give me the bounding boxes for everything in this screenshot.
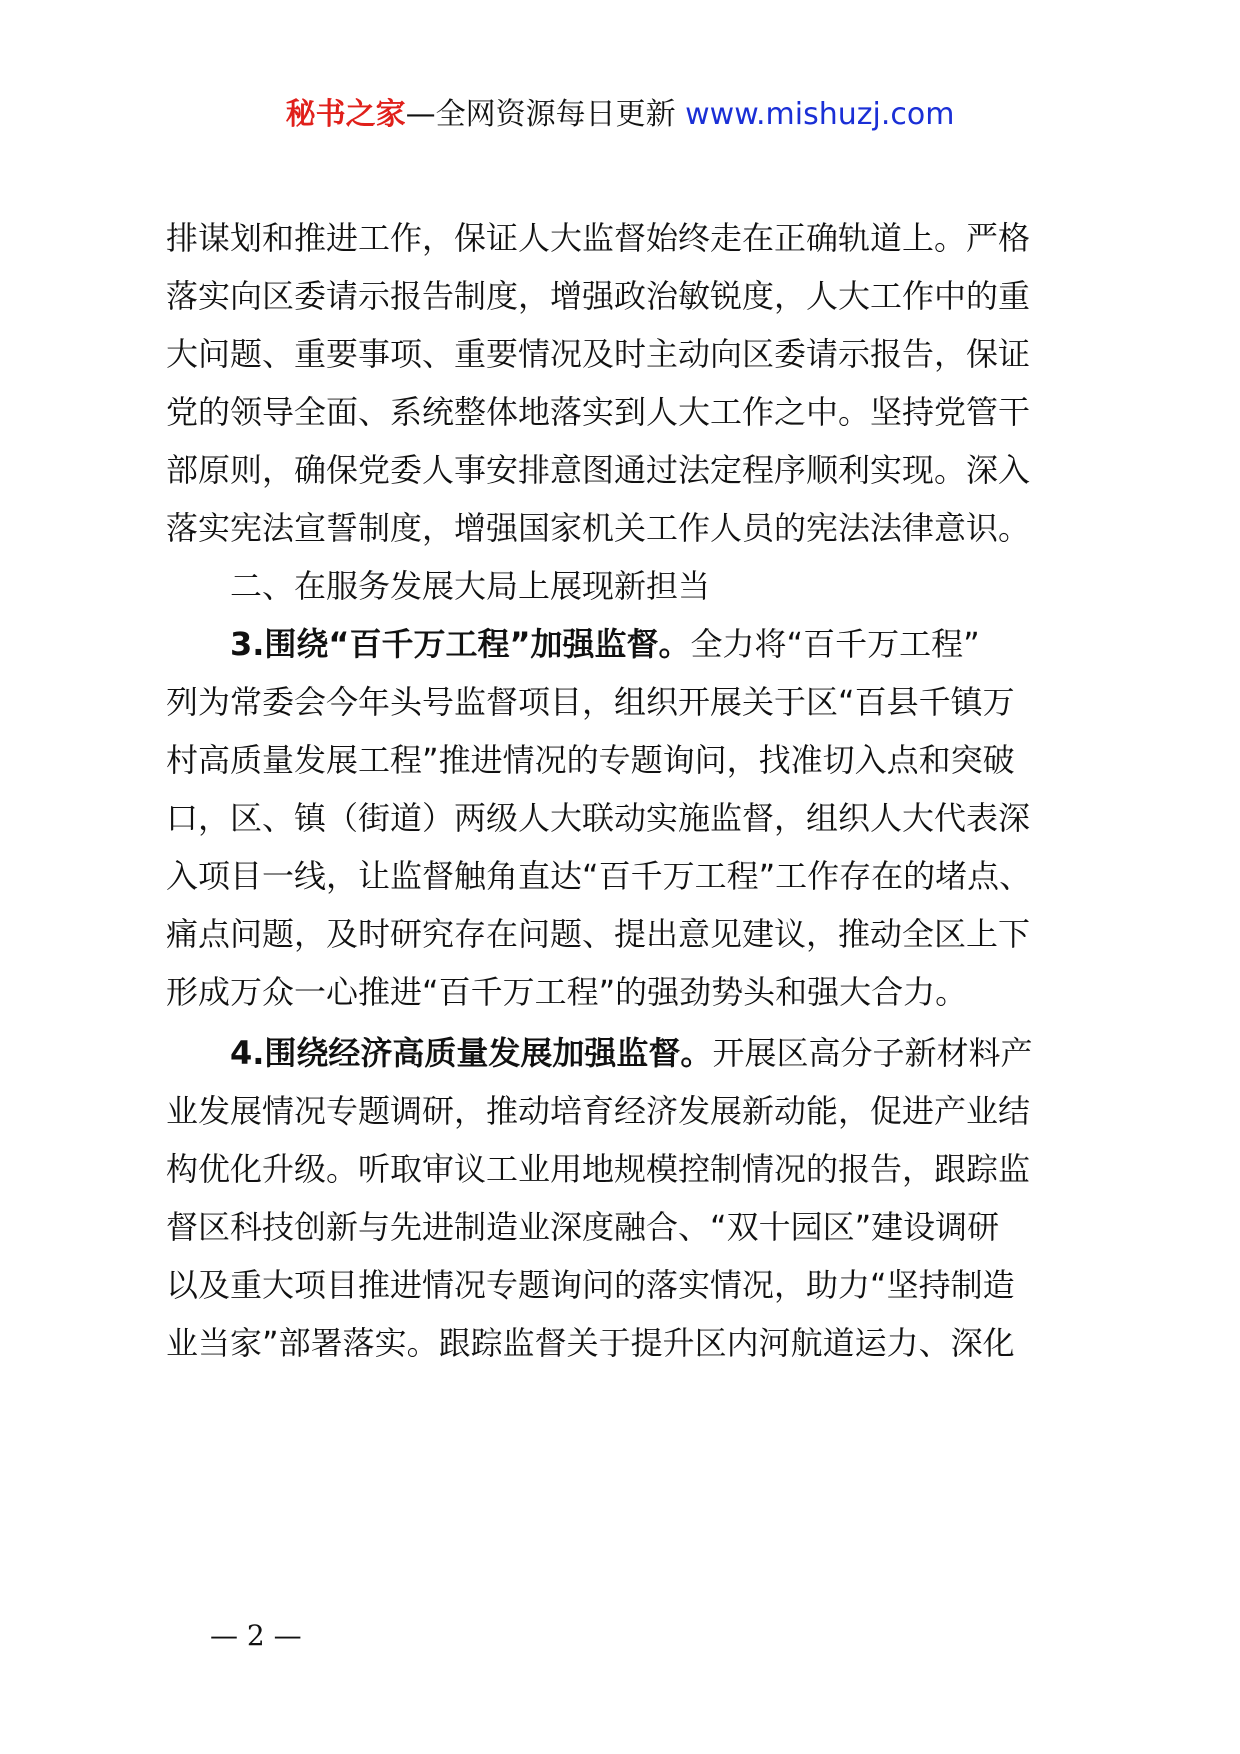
text-line: 构优化升级。听取审议工业用地规模控制情况的报告，跟踪监 xyxy=(166,1150,1031,1188)
site-url-link[interactable]: www.mishuzj.com xyxy=(685,97,955,132)
text-line: 落实宪法宣誓制度，增强国家机关工作人员的宪法法律意识。 xyxy=(166,509,1031,547)
text-line: 列为常委会今年头号监督项目，组织开展关于区“百县千镇万 xyxy=(166,683,1015,721)
paragraph-first-line xyxy=(230,611,980,677)
text-line: 落实向区委请示报告制度，增强政治敏锐度，人大工作中的重 xyxy=(166,277,1031,315)
text-line: 以及重大项目推进情况专题询问的落实情况，助力“坚持制造 xyxy=(166,1266,1015,1304)
section-heading: 二、在服务发展大局上展现新担当 xyxy=(230,567,711,605)
text-line: 形成万众一心推进“百千万工程”的强劲势头和强大合力。 xyxy=(166,973,968,1011)
text-line: 排谋划和推进工作，保证人大监督始终走在正确轨道上。严格 xyxy=(166,219,1031,257)
brand-name: 秘书之家 xyxy=(285,97,406,132)
text-line: 业发展情况专题调研，推动培育经济发展新动能，促进产业结 xyxy=(166,1092,1031,1130)
page-number: — 2 — xyxy=(210,1619,302,1652)
paragraph-first-line xyxy=(230,1020,1032,1086)
document-body xyxy=(166,205,1096,1625)
paragraph-lead: 3.围绕“百千万工程”加强监督。 xyxy=(230,625,691,663)
paragraph-lead: 4.围绕经济高质量发展加强监督。 xyxy=(230,1034,713,1072)
text-line: 村高质量发展工程”推进情况的专题询问，找准切入点和突破 xyxy=(166,741,1015,779)
text-line: 督区科技创新与先进制造业深度融合、“双十园区”建设调研 xyxy=(166,1208,1000,1246)
site-header xyxy=(0,95,1240,135)
paragraph-first-line-rest: 全力将“百千万工程” xyxy=(690,625,980,663)
text-line: 党的领导全面、系统整体地落实到人大工作之中。坚持党管干 xyxy=(166,393,1031,431)
text-line: 大问题、重要事项、重要情况及时主动向区委请示报告，保证 xyxy=(166,335,1031,373)
text-line: 部原则，确保党委人事安排意图通过法定程序顺利实现。深入 xyxy=(166,451,1031,489)
text-line: 口，区、镇（街道）两级人大联动实施监督，组织人大代表深 xyxy=(166,799,1031,837)
paragraph-first-line-rest: 开展区高分子新材料产 xyxy=(712,1034,1033,1072)
text-line: 痛点问题，及时研究存在问题、提出意见建议，推动全区上下 xyxy=(166,915,1031,953)
text-line: 业当家”部署落实。跟踪监督关于提升区内河航道运力、深化 xyxy=(166,1324,1015,1362)
text-line: 入项目一线，让监督触角直达“百千万工程”工作存在的堵点、 xyxy=(166,857,1032,895)
header-slogan: —全网资源每日更新 xyxy=(405,97,676,132)
